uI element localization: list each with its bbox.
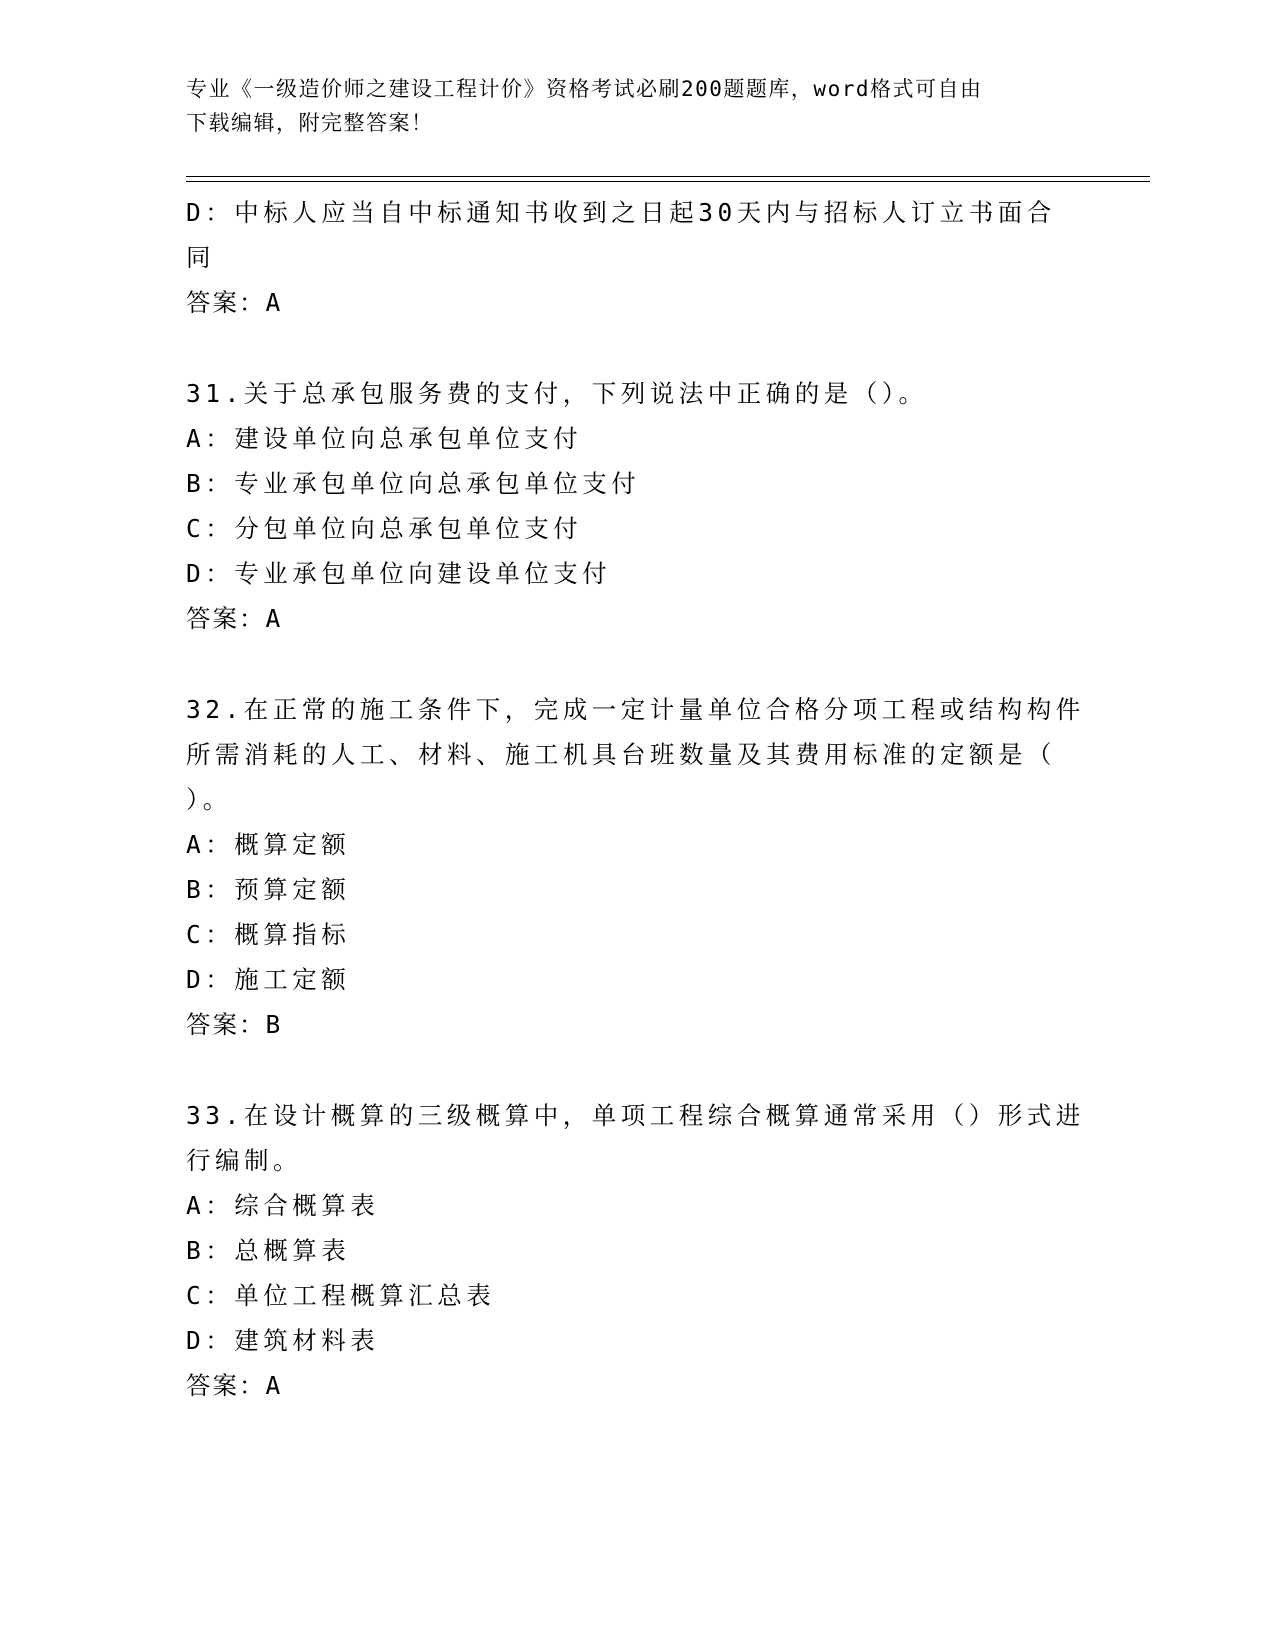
- question-text-continued: 行编制。: [186, 1146, 302, 1175]
- question-block-33: [186, 1093, 1086, 1408]
- question-text-continued: ）。: [186, 785, 232, 814]
- document-header: [186, 72, 1066, 140]
- question-list: [186, 190, 1086, 1408]
- question-text: 32.在正常的施工条件下，完成一定计量单位合格分项工程或结构构件: [186, 695, 1085, 724]
- option-a: A：综合概算表: [186, 1191, 380, 1220]
- option-d: D：建筑材料表: [186, 1326, 380, 1355]
- header-line-1: 专业《一级造价师之建设工程计价》资格考试必刷200题题库，word格式可自由: [186, 77, 983, 101]
- question-block-30: [186, 190, 1086, 325]
- question-text: 33.在设计概算的三级概算中，单项工程综合概算通常采用（）形式进: [186, 1101, 1085, 1130]
- answer-line: 答案：A: [186, 1371, 283, 1400]
- question-text-continued: 所需消耗的人工、材料、施工机具台班数量及其费用标准的定额是（: [186, 740, 1056, 769]
- spacer: [186, 641, 1086, 687]
- spacer: [186, 1047, 1086, 1093]
- option-b: B：总概算表: [186, 1236, 351, 1265]
- option-a: A：建设单位向总承包单位支付: [186, 424, 583, 453]
- option-c: C：分包单位向总承包单位支付: [186, 514, 583, 543]
- option-b: B：专业承包单位向总承包单位支付: [186, 469, 641, 498]
- option-d-continued: 同: [186, 243, 215, 272]
- question-text: 31.关于总承包服务费的支付，下列说法中正确的是（）。: [186, 379, 928, 408]
- header-divider-bottom: [186, 181, 1150, 182]
- option-b: B：预算定额: [186, 875, 351, 904]
- option-a: A：概算定额: [186, 830, 351, 859]
- option-d: D：中标人应当自中标通知书收到之日起30天内与招标人订立书面合: [186, 198, 1056, 227]
- question-block-32: [186, 687, 1086, 1047]
- option-d: D：施工定额: [186, 965, 351, 994]
- option-c: C：单位工程概算汇总表: [186, 1281, 496, 1310]
- answer-line: 答案：B: [186, 1010, 283, 1039]
- spacer: [186, 325, 1086, 371]
- option-d: D：专业承包单位向建设单位支付: [186, 559, 612, 588]
- answer-line: 答案：A: [186, 604, 283, 633]
- header-line-2: 下载编辑，附完整答案！: [186, 111, 434, 135]
- header-divider-top: [186, 176, 1150, 177]
- answer-line: 答案：A: [186, 288, 283, 317]
- question-block-31: [186, 371, 1086, 641]
- option-c: C：概算指标: [186, 920, 351, 949]
